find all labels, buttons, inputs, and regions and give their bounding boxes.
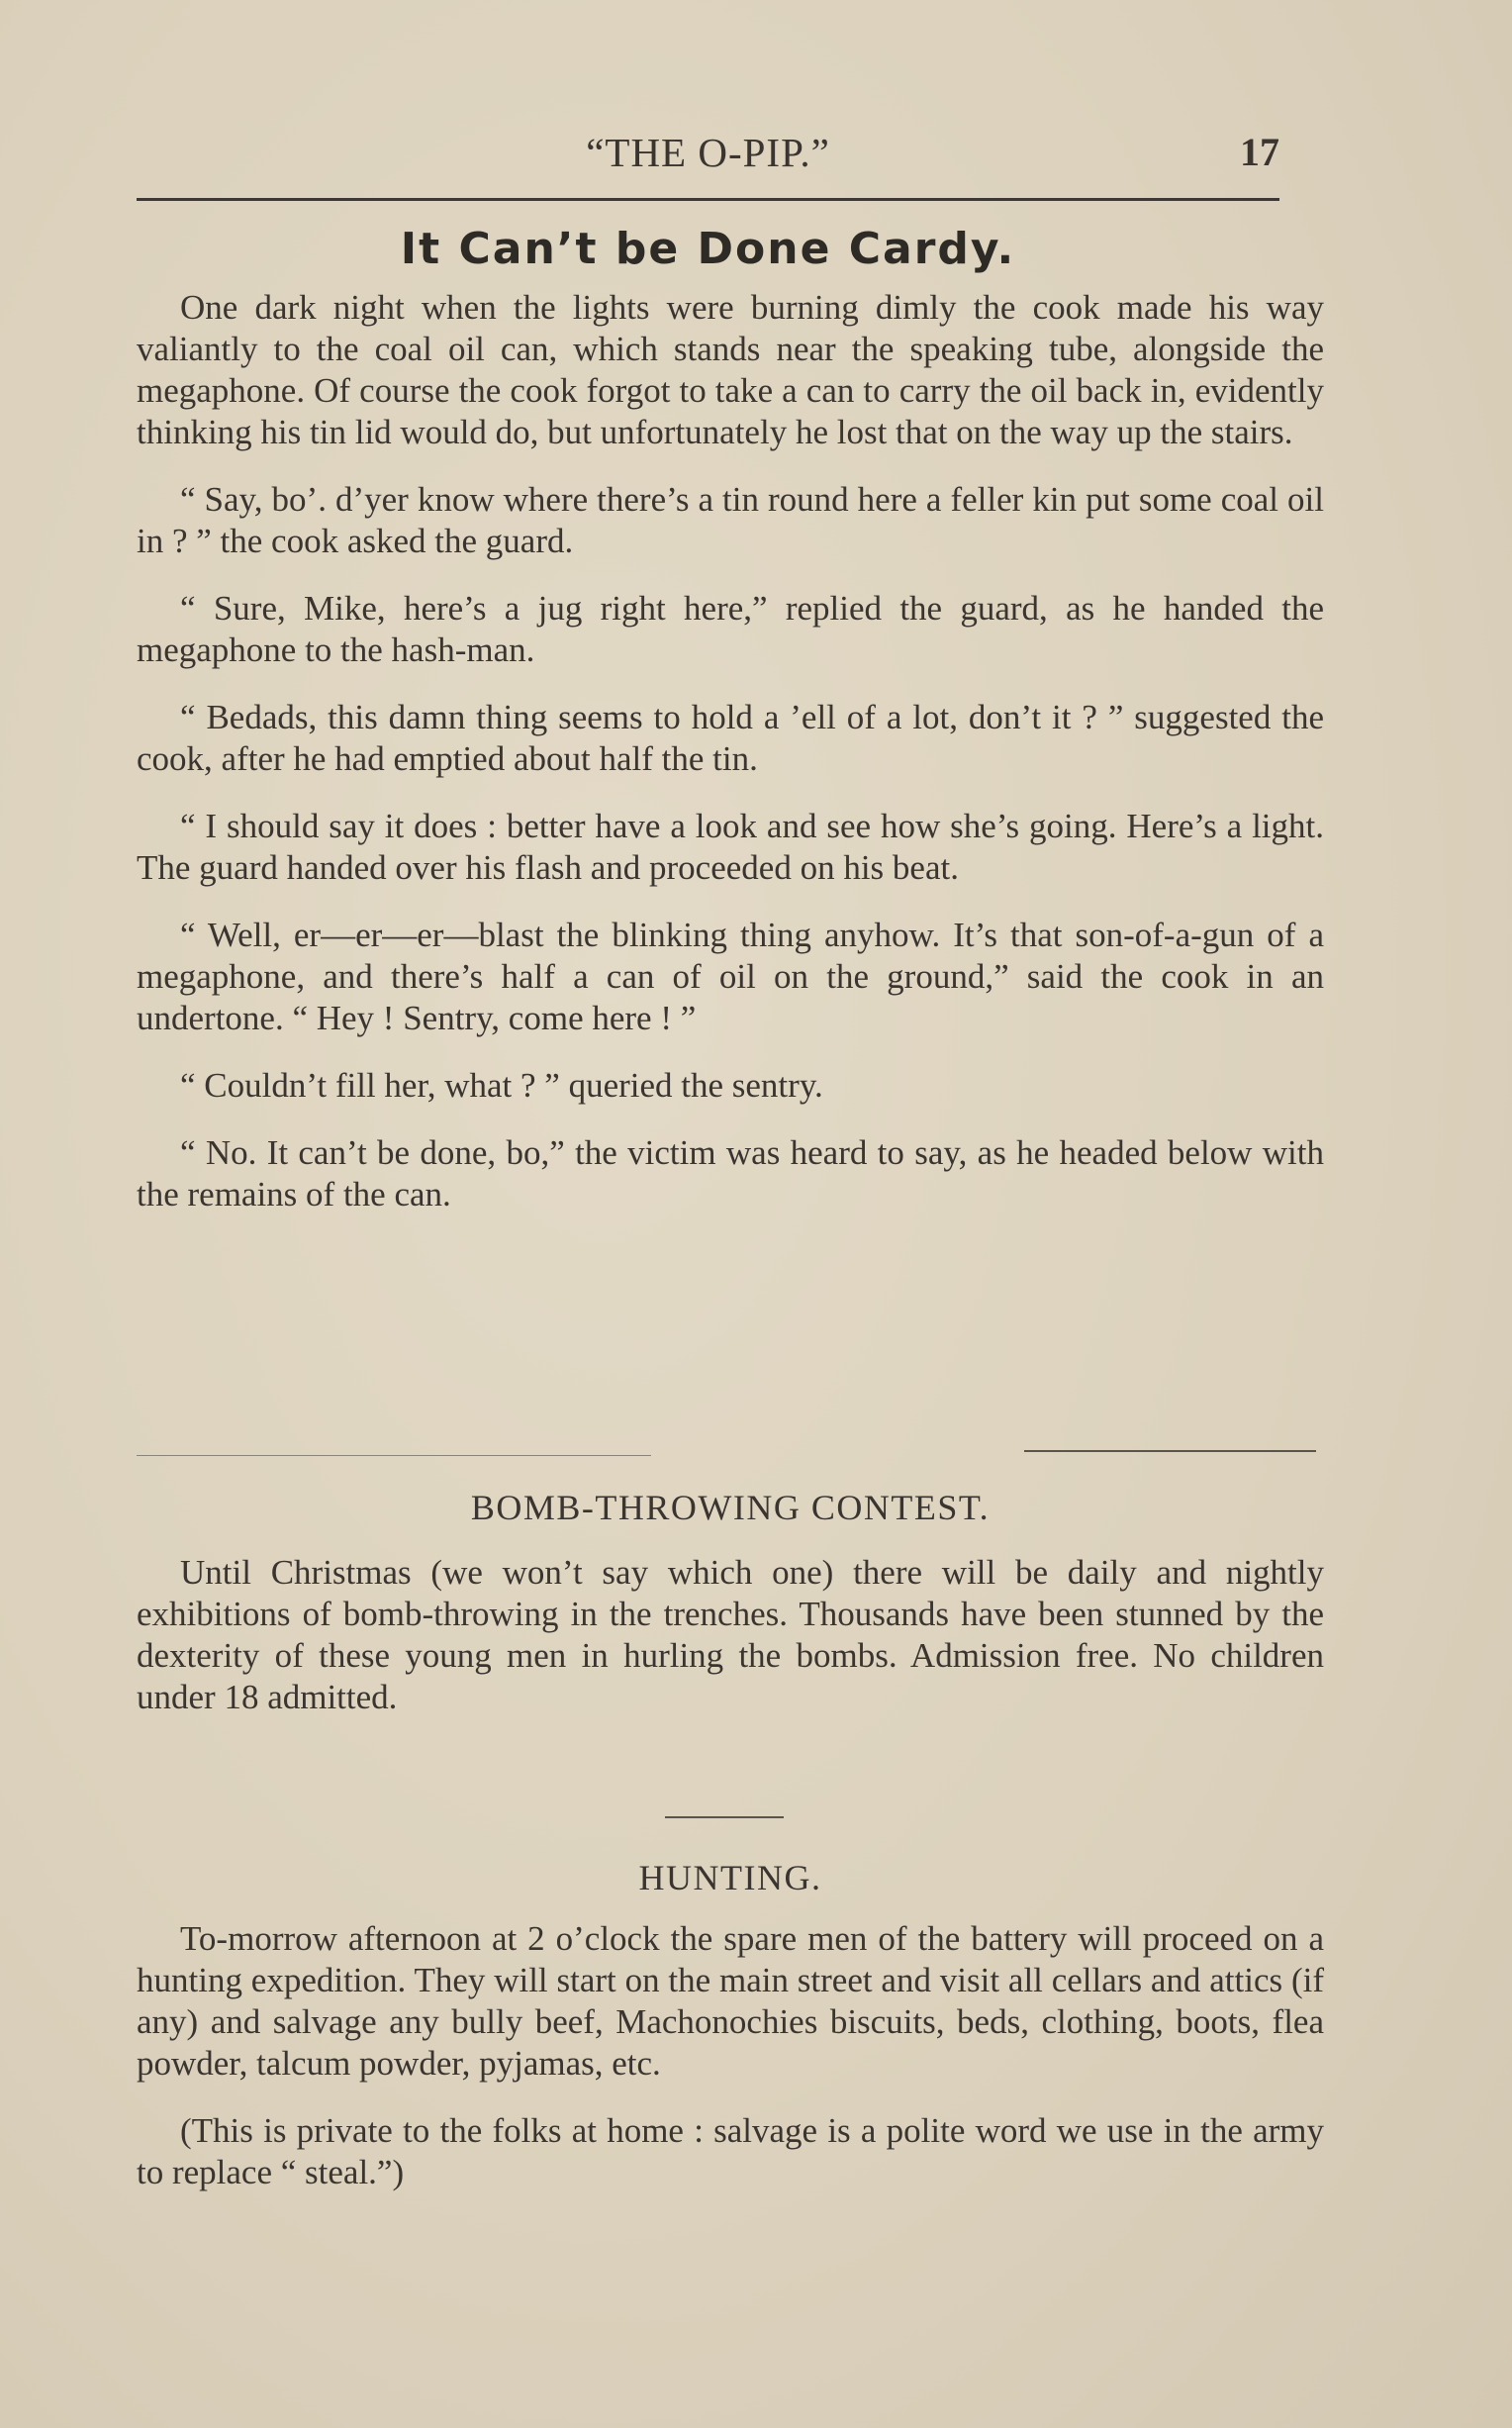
article-paragraph: “ Say, bo’. d’yer know where there’s a tin round here a feller kin put some coal oil in ? ” the cook asked the guard.: [137, 480, 1324, 560]
section-divider: [1024, 1450, 1316, 1452]
hunting-title: HUNTING.: [638, 1858, 822, 1897]
short-divider: [665, 1816, 784, 1818]
header-rule: [137, 198, 1279, 201]
section-divider-faint: [137, 1455, 651, 1456]
page-number: 17: [1240, 130, 1279, 174]
article-body: [137, 287, 1324, 1241]
contest-body: [137, 1552, 1324, 1744]
article-paragraph: “ I should say it does : better have a look and see how she’s going. Here’s a light. The guard handed over his flash and proceeded on his beat.: [137, 807, 1324, 887]
article-paragraph: “ Bedads, this damn thing seems to hold a ’ell of a lot, don’t it ? ” suggested the cook, after he had emptied about half the tin.: [137, 698, 1324, 778]
running-title: “THE O-PIP.”: [586, 130, 830, 175]
hunting-paragraph: (This is private to the folks at home : salvage is a polite word we use in the army to replace “ steal.”): [137, 2111, 1324, 2191]
article-paragraph: One dark night when the lights were burning dimly the cook made his way valiantly to the coal oil can, which stands near the speaking tube, alongside the megaphone. Of course the cook forgot to take a can to carry the oil back in, evidently thinking his tin lid would do, but unfortunately he lost that on the way up the stairs.: [137, 288, 1324, 451]
contest-paragraph: Until Christmas (we won’t say which one) there will be daily and nightly exhibitions of bomb-throwing in the trenches. Thousands have been stunned by the dexterity of these young men in hurling the bombs. Admission free. No children under 18 admitted.: [137, 1553, 1324, 1716]
hunting-paragraph: To-morrow afternoon at 2 o’clock the spare men of the battery will proceed on a hunting expedition. They will start on the main street and visit all cellars and attics (if any) and salvage any bully beef, Machonochies biscuits, beds, clothing, boots, flea powder, talcum powder, pyjamas, etc.: [137, 1919, 1324, 2083]
hunting-body: [137, 1918, 1324, 2219]
article-paragraph: “ Well, er—er—er—blast the blinking thing anyhow. It’s that son-of-a-gun of a megaphone, and there’s half a can of oil on the ground,” said the cook in an undertone. “ Hey ! Sentry, come here ! ”: [137, 916, 1324, 1037]
article-paragraph: “ Sure, Mike, here’s a jug right here,” replied the guard, as he handed the megaphone to the hash-man.: [137, 589, 1324, 669]
contest-title: BOMB-THROWING CONTEST.: [470, 1488, 991, 1527]
article-paragraph: “ No. It can’t be done, bo,” the victim was heard to say, as he headed below with the remains of the can.: [137, 1133, 1324, 1214]
article-title: It Can’t be Done Cardy.: [400, 224, 1016, 274]
article-paragraph: “ Couldn’t fill her, what ? ” queried the sentry.: [180, 1066, 823, 1105]
page-header: [137, 129, 1279, 188]
